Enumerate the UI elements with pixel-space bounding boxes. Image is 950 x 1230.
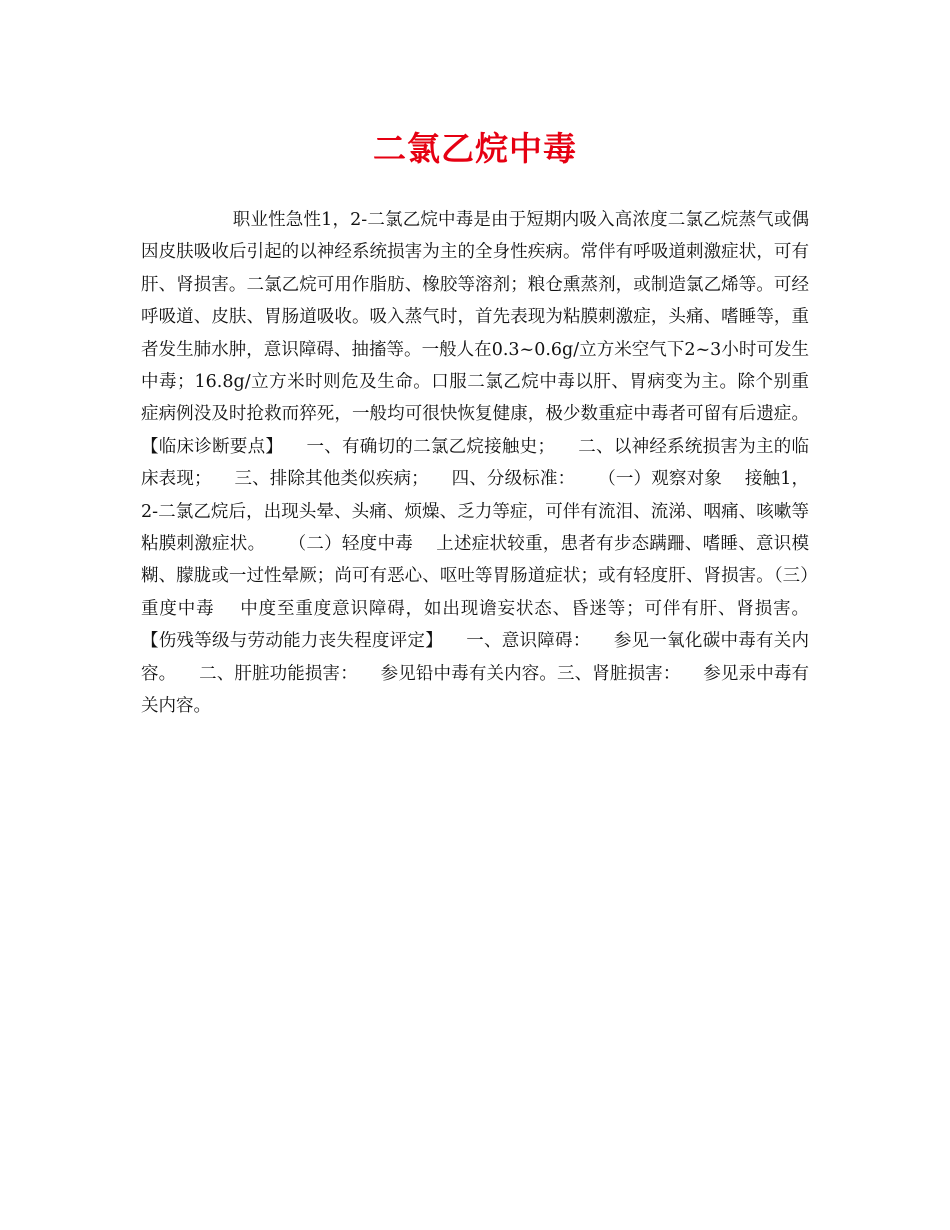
document-title: 二氯乙烷中毒 [373,129,577,168]
document-body: 职业性急性1，2-二氯乙烷中毒是由于短期内吸入高浓度二氯乙烷蒸气或偶因皮肤吸收后引起的以神经系统损害为主的全身性疾病。常伴有呼吸道刺激症状，可有肝、肾损害。二氯乙烷可用作脂肪、橡胶等溶剂；粮仓熏蒸剂，或制造氯乙烯等。可经呼吸道、皮肤、胃肠道吸收。吸入蒸气时，首先表现为粘膜刺激症，头痛、嗜睡等，重者发生肺水肿，意识障碍、抽搐等。一般人在0.3~0.6g/立方米空气下2~3小时可发生中毒；16.8g/立方米时则危及生命。口服二氯乙烷中毒以肝、胃病变为主。除个别重症病例没及时抢救而猝死，一般均可很快恢复健康，极少数重症中毒者可留有后遗症。 【临床诊断要点】 一、有确切的二氯乙烷接触史； 二、以神经系统损害为主的临床表现； 三、排除其他类似疾病； 四、分级标准： （一）观察对象 接触1，2-二氯乙烷后，出现头晕、头痛、烦燥、乏力等症，可伴有流泪、流涕、咽痛、咳嗽等粘膜刺激症状。 （二）轻度中毒 上述症状较重，患者有步态蹒跚、嗜睡、意识模糊、朦胧或一过性晕厥；尚可有恶心、呕吐等胃肠道症状；或有轻度肝、肾损害。（三）重度中毒 中度至重度意识障碍，如出现谵妄状态、昏迷等；可伴有肝、肾损害。 【伤残等级与劳动能力丧失程度评定】 一、意识障碍： 参见一氧化碳中毒有关内容。 二、肝脏功能损害： 参见铅中毒有关内容。三、肾脏损害： 参见汞中毒有关内容。 [141,210,832,717]
